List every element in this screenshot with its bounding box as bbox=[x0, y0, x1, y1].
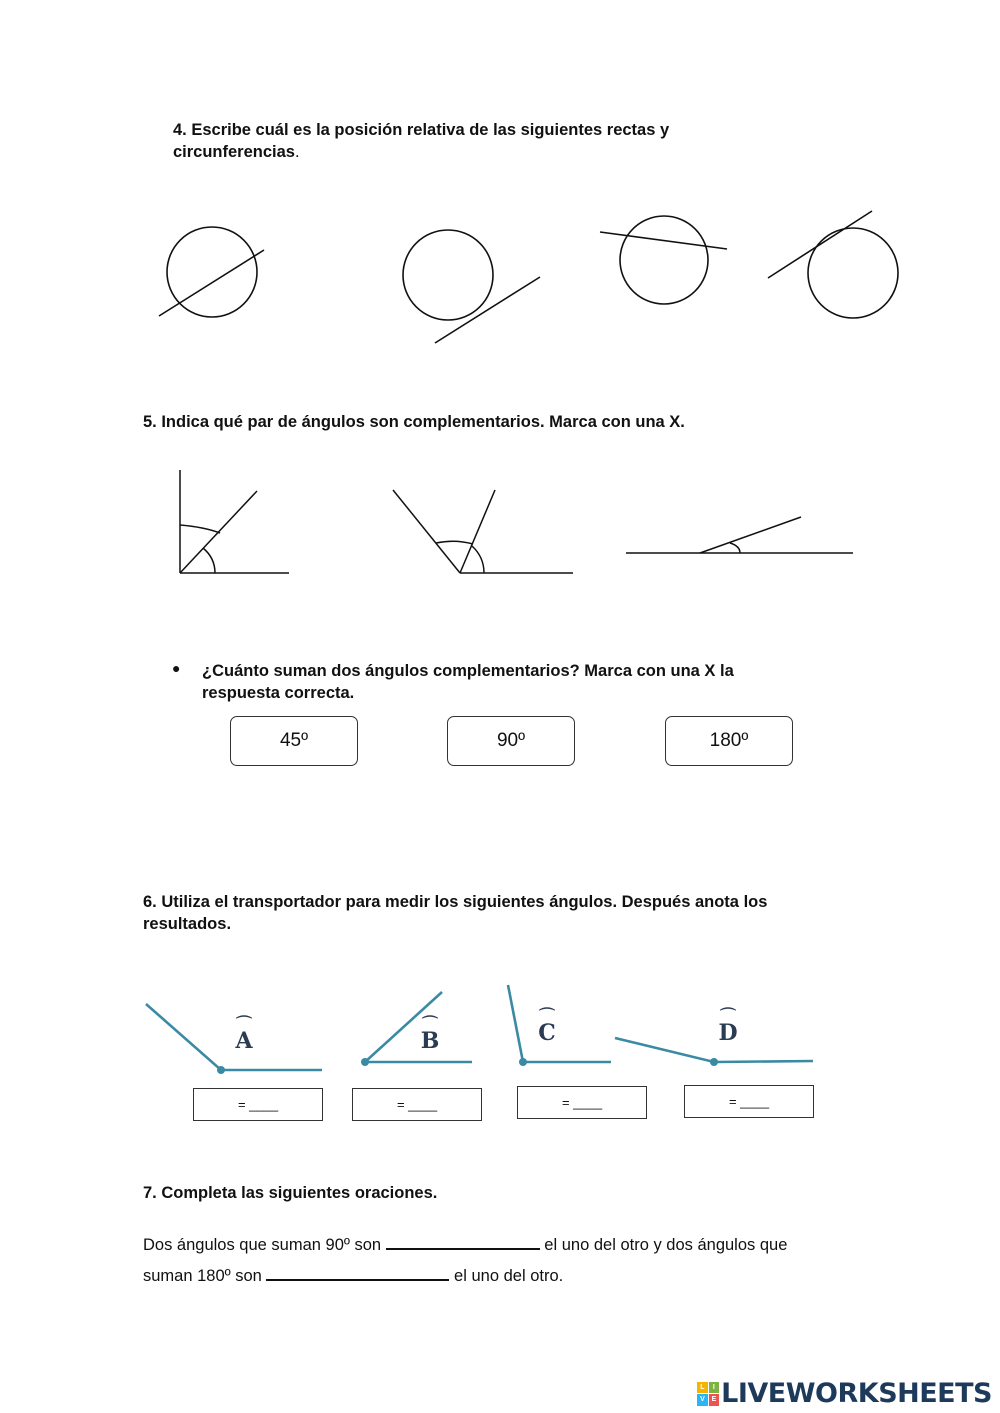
q7-text-4: el uno del otro. bbox=[454, 1267, 564, 1285]
angle-b-label bbox=[410, 1014, 450, 1054]
option-45[interactable]: 45º bbox=[230, 716, 358, 766]
angle-a-hat: ⌒ bbox=[235, 1014, 252, 1033]
q7-text-2: el uno del otro y dos ángulos que bbox=[544, 1236, 788, 1254]
q7-text-1: Dos ángulos que suman 90º son bbox=[143, 1236, 382, 1254]
logo-mark-l: L bbox=[697, 1382, 708, 1394]
q6-title-line2: resultados. bbox=[143, 915, 232, 933]
option-180[interactable]: 180º bbox=[665, 716, 793, 766]
question-7-title: 7. Completa las siguientes oraciones. bbox=[143, 1184, 438, 1202]
q7-sentence-line1 bbox=[143, 1234, 787, 1256]
angle-c-answer-box[interactable]: = ____ bbox=[517, 1086, 647, 1119]
question-5-title: 5. Indica qué par de ángulos son complementarios. Marca con una X. bbox=[143, 413, 685, 431]
q7-blank-suplementarios[interactable] bbox=[266, 1265, 449, 1281]
angle-c-label bbox=[527, 1006, 567, 1046]
angle-b-hat: ⌒ bbox=[421, 1014, 438, 1033]
logo-mark-icon bbox=[697, 1382, 719, 1406]
q5-bullet-line1: ¿Cuánto suman dos ángulos complementarios? Marca con una X la bbox=[202, 662, 734, 680]
q7-text-3: suman 180º son bbox=[143, 1267, 262, 1285]
q4-title-line1: 4. Escribe cuál es la posición relativa de las siguientes rectas y bbox=[173, 121, 670, 139]
angle-c-letter: C bbox=[538, 1020, 556, 1046]
angle-a-answer-box[interactable]: = ____ bbox=[193, 1088, 323, 1121]
q7-sentence-line2 bbox=[143, 1265, 563, 1287]
option-90[interactable]: 90º bbox=[447, 716, 575, 766]
q5-bullet-line2: respuesta correcta. bbox=[202, 684, 355, 702]
logo-mark-i: I bbox=[709, 1382, 720, 1394]
angle-a-letter: A bbox=[235, 1028, 253, 1054]
q4-title-line2: circunferencias bbox=[173, 143, 295, 161]
angle-b-letter: B bbox=[420, 1028, 440, 1054]
angle-d-letter: D bbox=[718, 1020, 738, 1046]
angle-c-hat: ⌒ bbox=[538, 1006, 555, 1025]
angle-d-answer-box[interactable]: = ____ bbox=[684, 1085, 814, 1118]
logo-mark-e: E bbox=[709, 1394, 720, 1406]
angle-b-answer-box[interactable]: = ____ bbox=[352, 1088, 482, 1121]
q6-title-line1: 6. Utiliza el transportador para medir los siguientes ángulos. Después anota los bbox=[143, 893, 768, 911]
q7-blank-complementarios[interactable] bbox=[386, 1234, 540, 1250]
logo-text: LIVEWORKSHEETS bbox=[721, 1378, 992, 1409]
angle-d-hat: ⌒ bbox=[719, 1006, 736, 1025]
angle-a-label bbox=[224, 1014, 264, 1054]
logo-mark-v: V bbox=[697, 1394, 708, 1406]
liveworksheets-logo bbox=[697, 1378, 992, 1409]
q4-title-period: . bbox=[294, 143, 300, 161]
angle-d-label bbox=[708, 1006, 748, 1046]
bullet-dot: ● bbox=[172, 660, 181, 676]
